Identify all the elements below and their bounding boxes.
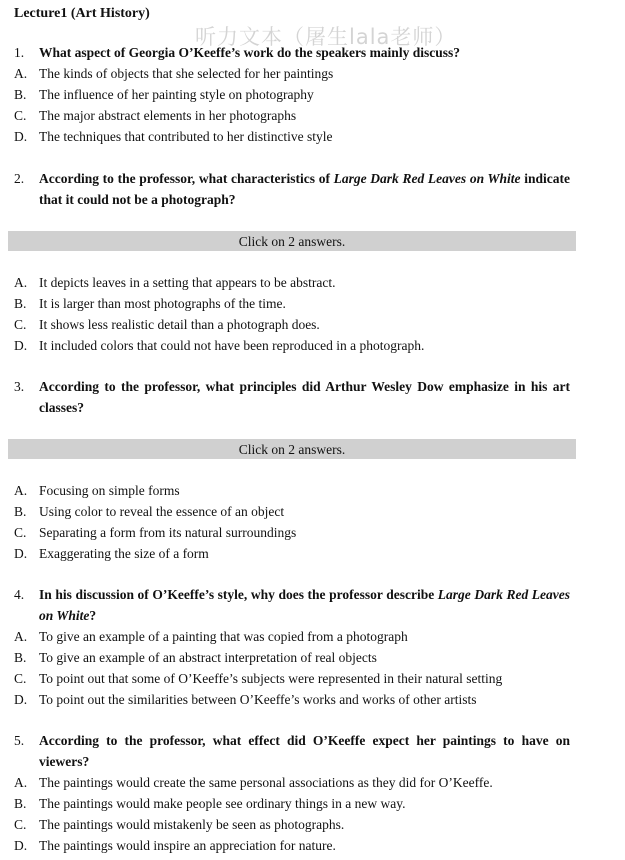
option-text: It depicts leaves in a setting that appears to be abstract. — [39, 275, 336, 290]
answer-option[interactable] — [14, 105, 570, 126]
answer-option[interactable] — [14, 126, 570, 147]
question-number: 5. — [14, 733, 25, 748]
option-letter: A. — [14, 275, 28, 290]
answer-option[interactable] — [14, 626, 570, 647]
option-text: The paintings would make people see ordinary things in a new way. — [39, 796, 406, 811]
answer-option[interactable] — [14, 522, 570, 543]
question-text: According to the professor, what effect did O’Keeffe expect her paintings to have on viewers? — [39, 733, 570, 769]
answer-option[interactable] — [14, 272, 570, 293]
option-letter: A. — [14, 483, 28, 498]
option-text: Separating a form from its natural surroundings — [39, 525, 297, 540]
answer-option[interactable] — [14, 772, 570, 793]
question-stem — [14, 584, 570, 626]
option-letter: D. — [14, 692, 28, 707]
answer-option[interactable] — [14, 293, 570, 314]
instruction-bar: Click on 2 answers. — [8, 231, 576, 251]
option-letter: B. — [14, 296, 27, 311]
question-3 — [14, 376, 570, 418]
question-number: 2. — [14, 171, 25, 186]
option-text: It included colors that could not have been reproduced in a photograph. — [39, 338, 425, 353]
option-text: Using color to reveal the essence of an object — [39, 504, 285, 519]
answer-option[interactable] — [14, 480, 570, 501]
answer-option[interactable] — [14, 814, 570, 835]
option-text: To point out the similarities between O’Keeffe’s works and works of other artists — [39, 692, 477, 707]
option-letter: D. — [14, 129, 28, 144]
question-text-end: indicate that it could not be a photograph? — [39, 171, 570, 207]
answer-option[interactable] — [14, 335, 570, 356]
option-letter: B. — [14, 650, 27, 665]
option-text: The paintings would inspire an appreciation for nature. — [39, 838, 336, 853]
option-text: The kinds of objects that she selected for her paintings — [39, 66, 334, 81]
option-letter: C. — [14, 108, 27, 123]
question-text: According to the professor, what principles did Arthur Wesley Dow emphasize in his art classes? — [39, 379, 570, 415]
question-5 — [14, 730, 570, 856]
answer-option[interactable] — [14, 543, 570, 564]
option-text: To give an example of a painting that was copied from a photograph — [39, 629, 408, 644]
question-text: In his discussion of O’Keeffe’s style, why does the professor describe — [39, 587, 438, 602]
option-letter: A. — [14, 629, 28, 644]
question-stem — [14, 42, 570, 63]
option-text: The major abstract elements in her photographs — [39, 108, 297, 123]
question-2 — [14, 168, 570, 210]
question-number: 1. — [14, 45, 25, 60]
question-1 — [14, 42, 570, 147]
answer-option[interactable] — [14, 647, 570, 668]
option-letter: B. — [14, 87, 27, 102]
answer-option[interactable] — [14, 314, 570, 335]
option-letter: C. — [14, 671, 27, 686]
option-text: Exaggerating the size of a form — [39, 546, 209, 561]
artwork-title: Large Dark Red Leaves on White — [333, 171, 521, 186]
watermark: 听力文本（屠生lala老师） — [195, 25, 457, 49]
question-number: 4. — [14, 587, 25, 602]
option-text: The paintings would mistakenly be seen as photographs. — [39, 817, 345, 832]
question-4 — [14, 584, 570, 710]
option-letter: C. — [14, 317, 27, 332]
question-text: What aspect of Georgia O’Keeffe’s work do the speakers mainly discuss? — [39, 45, 460, 60]
answer-option[interactable] — [14, 501, 570, 522]
question-stem — [14, 376, 570, 418]
question-text: According to the professor, what characteristics of — [39, 171, 334, 186]
option-letter: D. — [14, 338, 28, 353]
option-letter: B. — [14, 504, 27, 519]
question-stem — [14, 168, 570, 210]
option-text: The influence of her painting style on photography — [39, 87, 314, 102]
answer-option[interactable] — [14, 84, 570, 105]
instruction-bar: Click on 2 answers. — [8, 439, 576, 459]
option-letter: A. — [14, 66, 28, 81]
answer-option[interactable] — [14, 63, 570, 84]
answer-option[interactable] — [14, 689, 570, 710]
question-number: 3. — [14, 379, 25, 394]
option-text: The paintings would create the same personal associations as they did for O’Keeffe. — [39, 775, 493, 790]
option-text: To point out that some of O’Keeffe’s subjects were represented in their natural setting — [39, 671, 503, 686]
answer-option[interactable] — [14, 835, 570, 856]
option-letter: D. — [14, 546, 28, 561]
option-text: It shows less realistic detail than a photograph does. — [39, 317, 320, 332]
option-text: Focusing on simple forms — [39, 483, 180, 498]
option-text: To give an example of an abstract interpretation of real objects — [39, 650, 377, 665]
question-3-options — [14, 480, 570, 564]
question-stem — [14, 730, 570, 772]
question-text-end: ? — [89, 608, 97, 623]
lecture-title: Lecture1 (Art History) — [14, 6, 150, 21]
option-letter: C. — [14, 817, 27, 832]
artwork-title: Large Dark Red Leaves on White — [39, 587, 570, 623]
option-text: The techniques that contributed to her distinctive style — [39, 129, 333, 144]
question-2-options — [14, 272, 570, 356]
answer-option[interactable] — [14, 793, 570, 814]
option-letter: B. — [14, 796, 27, 811]
option-letter: D. — [14, 838, 28, 853]
answer-option[interactable] — [14, 668, 570, 689]
option-text: It is larger than most photographs of the time. — [39, 296, 286, 311]
option-letter: C. — [14, 525, 27, 540]
option-letter: A. — [14, 775, 28, 790]
